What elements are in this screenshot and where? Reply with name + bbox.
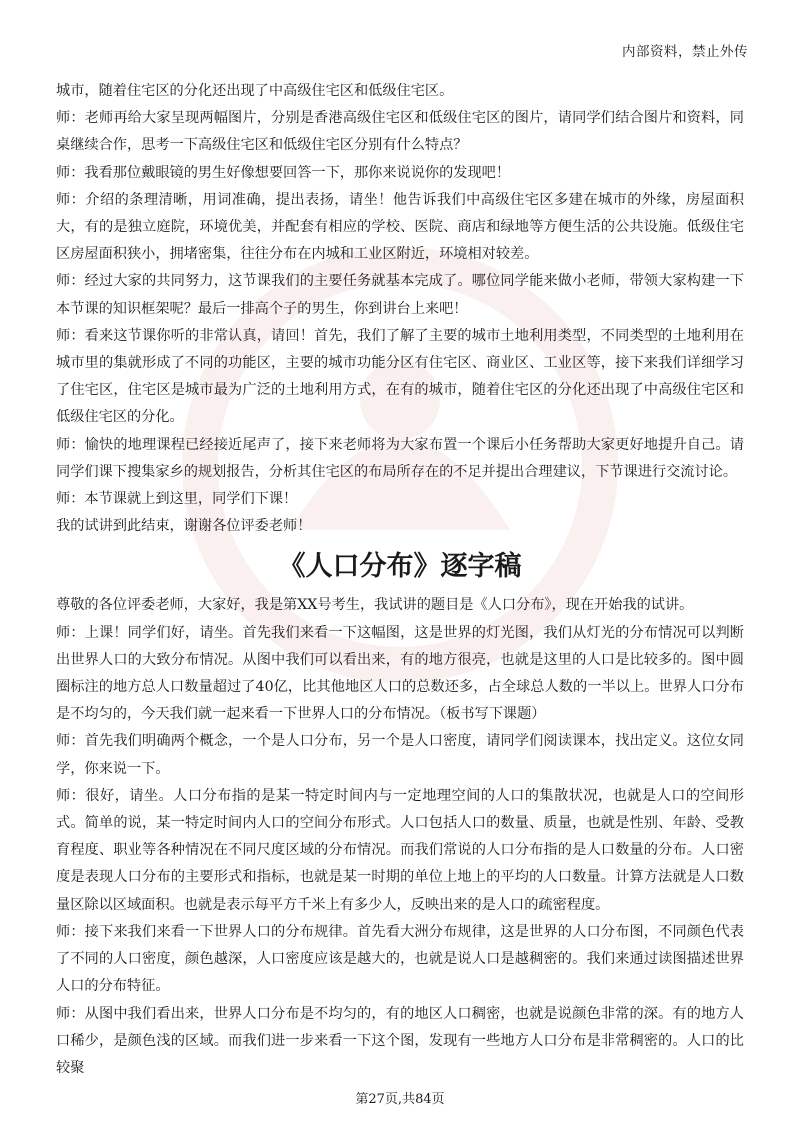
- paragraph: 师：介绍的条理清晰，用词准确，提出表扬，请坐！他告诉我们中高级住宅区多建在城市的外缘，房屋面积大，有的是独立庭院，环境优美，并配套有相应的学校、医院、商店和绿地等方便生活的公共设施。低级住宅区房屋面积狭小，拥堵密集，往往分布在内城和工业区附近，环境相对较差。: [56, 191, 744, 263]
- transcript-part-2: [56, 592, 744, 1082]
- page-header-notice: 内部资料，禁止外传: [622, 44, 748, 60]
- paragraph: 尊敬的各位评委老师，大家好，我是第XX号考生，我试讲的题目是《人口分布》，现在开始我的试讲。: [56, 597, 694, 614]
- paragraph: 师：从图中我们看出来，世界人口分布是不均匀的，有的地区人口稠密，也就是说颜色非常的深。有的地方人口稀少，是颜色浅的区域。而我们进一步来看一下这个图，发现有一些地方人口分布是非常稠密的。人口的比较聚: [56, 1005, 744, 1076]
- paragraph: 师：愉快的地理课程已经接近尾声了，接下来老师将为大家布置一个课后小任务帮助大家更好地提升自己。请同学们课下搜集家乡的规划报告，分析其住宅区的布局所存在的不足并提出合理建议，下节课进行交流讨论。: [56, 436, 744, 480]
- paragraph: 师：我看那位戴眼镜的男生好像想要回答一下，那你来说说你的发现吧！: [56, 164, 511, 181]
- paragraph: 师：首先我们明确两个概念，一个是人口分布，另一个是人口密度，请同学们阅读课本，找出定义。这位女同学，你来说一下。: [56, 733, 744, 777]
- paragraph: 师：上课！同学们好，请坐。首先我们来看一下这幅图，这是世界的灯光图，我们从灯光的分布情况可以判断出世界人口的大致分布情况。从图中我们可以看出来，有的地方很亮，也就是这里的人口是比较多的。图中圆圈标注的地方总人口数量超过了40亿，比其他地区人口的总数还多，占全球总人数的一半以上。世界人口分布是不均匀的，今天我们就一起来看一下世界人口的分布情况。（板书写下课题）: [56, 624, 744, 723]
- paragraph: 我的试讲到此结束，谢谢各位评委老师！: [56, 518, 312, 535]
- page-number: 第27页,共84页: [355, 1092, 445, 1107]
- paragraph: 师：看来这节课你听的非常认真，请回！首先，我们了解了主要的城市土地利用类型，不同类型的土地利用在城市里的集就形成了不同的功能区，主要的城市功能分区有住宅区、商业区、工业区等，接下来我们详细学习了住宅区，住宅区是城市最为广泛的土地利用方式，在有的城市，随着住宅区的分化还出现了中高级住宅区和低级住宅区的分化。: [56, 327, 744, 426]
- paragraph: 师：很好，请坐。人口分布指的是某一特定时间内与一定地理空间的人口的集散状况，也就是人口的空间形式。简单的说，某一特定时间内人口的空间分布形式。人口包括人口的数量、质量，也就是性别、年龄、受教育程度、职业等各种情况在不同尺度区域的分布情况。而我们常说的人口分布指的是人口数量的分布。人口密度是表现人口分布的主要形式和指标，也就是某一时期的单位上地上的平均的人口数量。计算方法就是人口数量区除以区域面积。也就是表示每平方千米上有多少人，反映出来的是人口的疏密程度。: [56, 787, 744, 913]
- paragraph: 师：本节课就上到这里，同学们下课！: [56, 491, 298, 508]
- paragraph: 师：老师再给大家呈现两幅图片，分别是香港高级住宅区和低级住宅区的图片，请同学们结合图片和资料，同桌继续合作，思考一下高级住宅区和低级住宅区分别有什么特点？: [56, 110, 744, 154]
- paragraph: 师：经过大家的共同努力，这节课我们的主要任务就基本完成了。哪位同学能来做小老师，带领大家构建一下本节课的知识框架呢？最后一排高个子的男生，你到讲台上来吧！: [56, 273, 744, 317]
- paragraph: 城市，随着住宅区的分化还出现了中高级住宅区和低级住宅区。: [56, 83, 454, 99]
- transcript-part-1: [56, 78, 744, 540]
- section-title: 《人口分布》逐字稿: [278, 551, 522, 583]
- paragraph: 师：接下来我们来看一下世界人口的分布规律。首先看大洲分布规律，这是世界的人口分布图，不同颜色代表了不同的人口密度，颜色越深，人口密度应该是越大的，也就是说人口是越稠密的。我们来通过读图描述世界人口的分布特征。: [56, 923, 744, 995]
- document-body: [56, 78, 744, 1082]
